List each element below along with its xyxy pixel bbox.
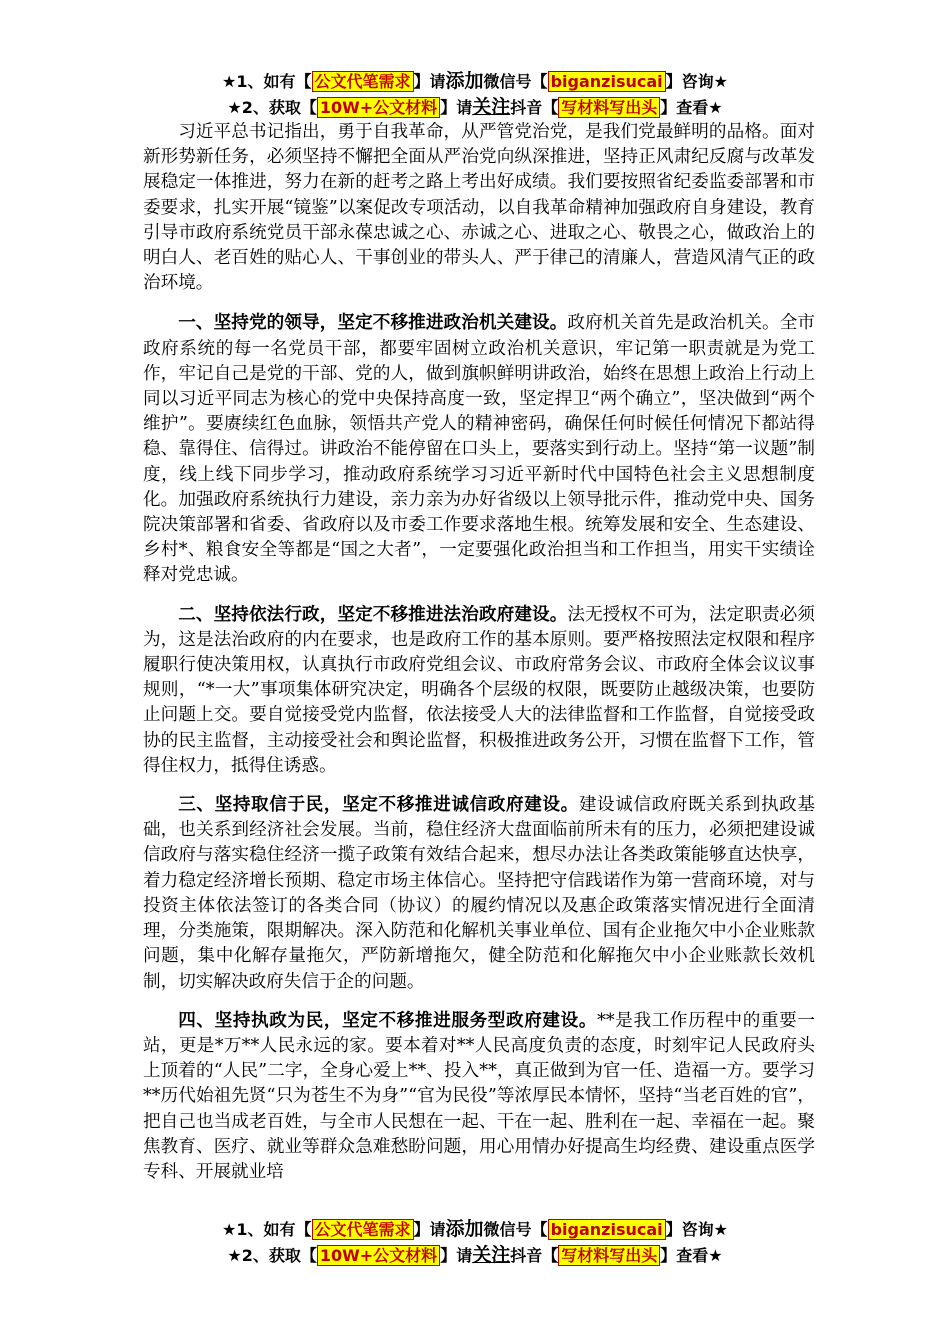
banner-highlight: 公文代笔需求 <box>312 71 414 92</box>
banner-highlight: 10W+公文材料 <box>317 1245 440 1266</box>
banner-highlight: 写材料写出头 <box>558 1245 660 1266</box>
banner-highlight: biganzisucai <box>548 1219 666 1240</box>
banner-text: 抖音【 <box>510 98 559 117</box>
section-heading: 二、坚持依法行政，坚定不移推进法治政府建设。 <box>178 604 568 625</box>
banner-text: 微信号【 <box>483 1220 548 1239</box>
banner-emphasis: 添加 <box>445 1218 484 1240</box>
promo-banner-footer-line-1 <box>0 1216 950 1243</box>
section-heading: 三、坚持取信于民，坚定不移推进诚信政府建设。 <box>178 795 579 816</box>
banner-text: 】查看★ <box>660 1246 723 1265</box>
banner-text: 】咨询★ <box>665 72 728 91</box>
promo-banner-line-1 <box>0 68 950 95</box>
intro-paragraph: 习近平总书记指出，勇于自我革命，从严管党治党，是我们党最鲜明的品格。面对新形势新任务，必须坚持不懈把全面从严治党向纵深推进，坚持正风肃纪反腐与改革发展稳定一体推进，努力在新的赶考之路上考出好成绩。我们要按照省纪委监委部署和市委要求，扎实开展“镜鉴”以案促改专项活动，以自我革命精神加强政府自身建设，教育引导市政府系统党员干部永葆忠诚之心、赤诚之心、进取之心、敬畏之心，做政治上的明白人、老百姓的贴心人、干事创业的带头人、严于律己的清廉人，营造风清气正的政治环境。 <box>143 122 815 294</box>
section-paragraph-1 <box>143 311 815 588</box>
banner-text: 微信号【 <box>483 72 548 91</box>
banner-highlight: 写材料写出头 <box>558 97 660 118</box>
promo-banner-line-2 <box>0 94 950 121</box>
banner-text: 】请 <box>440 98 473 117</box>
banner-text: ★2、获取【 <box>227 1246 317 1265</box>
section-heading: 四、坚持执政为民，坚定不移推进服务型政府建设。 <box>178 1010 598 1031</box>
section-paragraph-3 <box>143 793 815 995</box>
promo-banner-footer-line-2 <box>0 1242 950 1269</box>
section-text: 政府机关首先是政治机关。全市政府系统的每一名党员干部，都要牢固树立政治机关意识，牢记第一职责就是为党工作，牢记自己是党的干部、党的人，做到旗帜鲜明讲政治，始终在思想上政治上行动上同以习近平同志为核心的党中央保持高度一致，坚定捍卫“两个确立”，坚决做到“两个维护”。要赓续红色血脉，领悟共产党人的精神密码，确保任何时候任何情况下都站得稳、靠得住、信得过。讲政治不能停留在口头上，要落实到行动上。坚持“第一议题”制度，线上线下同步学习，推动政府系统学习习近平新时代中国特色社会主义思想制度化。加强政府系统执行力建设，亲力亲为办好省级以上领导批示件，推动党中央、国务院决策部署和省委、省政府以及市委工作要求落地生根。统筹发展和安全、生态建设、乡村*、粮食安全等都是“国之大者”，一定要强化政治担当和工作担当，用实干实绩诠释对党忠诚。 <box>143 313 815 586</box>
banner-text: ★2、获取【 <box>227 98 317 117</box>
banner-emphasis: 关注 <box>472 96 511 118</box>
banner-emphasis: 关注 <box>472 1244 511 1266</box>
banner-text: 】请 <box>440 1246 473 1265</box>
banner-text: 】咨询★ <box>665 1220 728 1239</box>
banner-text: ★1、如有【 <box>222 72 312 91</box>
section-heading: 一、坚持党的领导，坚定不移推进政治机关建设。 <box>178 313 568 334</box>
banner-text: 】查看★ <box>660 98 723 117</box>
banner-highlight: biganzisucai <box>548 71 666 92</box>
section-paragraph-4 <box>143 1009 815 1185</box>
banner-text: ★1、如有【 <box>222 1220 312 1239</box>
section-text: **是我工作历程中的重要一站，更是*万**人民永远的家。要本着对**人民高度负责的态度，时刻牢记人民政府头上顶着的“人民”二字，全身心爱上**、投入**，真正做到为官一任、造福一方。要学习**历代始祖先贤“只为苍生不为身”“官为民役”等浓厚民本情怀，坚持“当老百姓的官”，把自己也当成老百姓，与全市人民想在一起、干在一起、胜利在一起、幸福在一起。聚焦教育、医疗、就业等群众急难愁盼问题，用心用情办好提高生均经费、建设重点医学专科、开展就业培 <box>143 1010 815 1182</box>
section-text: 法无授权不可为，法定职责必须为，这是法治政府的内在要求，也是政府工作的基本原则。要严格按照法定权限和程序履职行使决策用权，认真执行市政府党组会议、市政府常务会议、市政府全体会议议事规则，“*一大”事项集体研究决定，明确各个层级的权限，既要防止越级决策，也要防止问题上交。要自觉接受党内监督，依法接受人大的法律监督和工作监督，自觉接受政协的民主监督，主动接受社会和舆论监督，积极推进政务公开，习惯在监督下工作，管得住权力，抵得住诱惑。 <box>143 604 815 776</box>
banner-highlight: 10W+公文材料 <box>317 97 440 118</box>
banner-highlight: 公文代笔需求 <box>312 1219 414 1240</box>
banner-emphasis: 添加 <box>445 70 484 92</box>
banner-text: 抖音【 <box>510 1246 559 1265</box>
banner-text: 】请 <box>413 72 446 91</box>
section-paragraph-2 <box>143 603 815 779</box>
banner-text: 】请 <box>413 1220 446 1239</box>
document-body <box>143 120 815 1199</box>
section-text: 建设诚信政府既关系到执政基础，也关系到经济社会发展。当前，稳住经济大盘面临前所未有的压力，必须把建设诚信政府与落实稳住经济一揽子政策有效结合起来，想尽办法让各类政策能够直达快享，着力稳定经济增长预期、稳定市场主体信心。坚持把守信践诺作为第一营商环境，对与投资主体依法签订的各类合同（协议）的履约情况以及惠企政策落实情况进行全面清理，分类施策，限期解决。深入防范和化解机关事业单位、国有企业拖欠中小企业账款问题，集中化解存量拖欠，严防新增拖欠，健全防范和化解拖欠中小企业账款长效机制，切实解决政府失信于企的问题。 <box>143 795 815 992</box>
